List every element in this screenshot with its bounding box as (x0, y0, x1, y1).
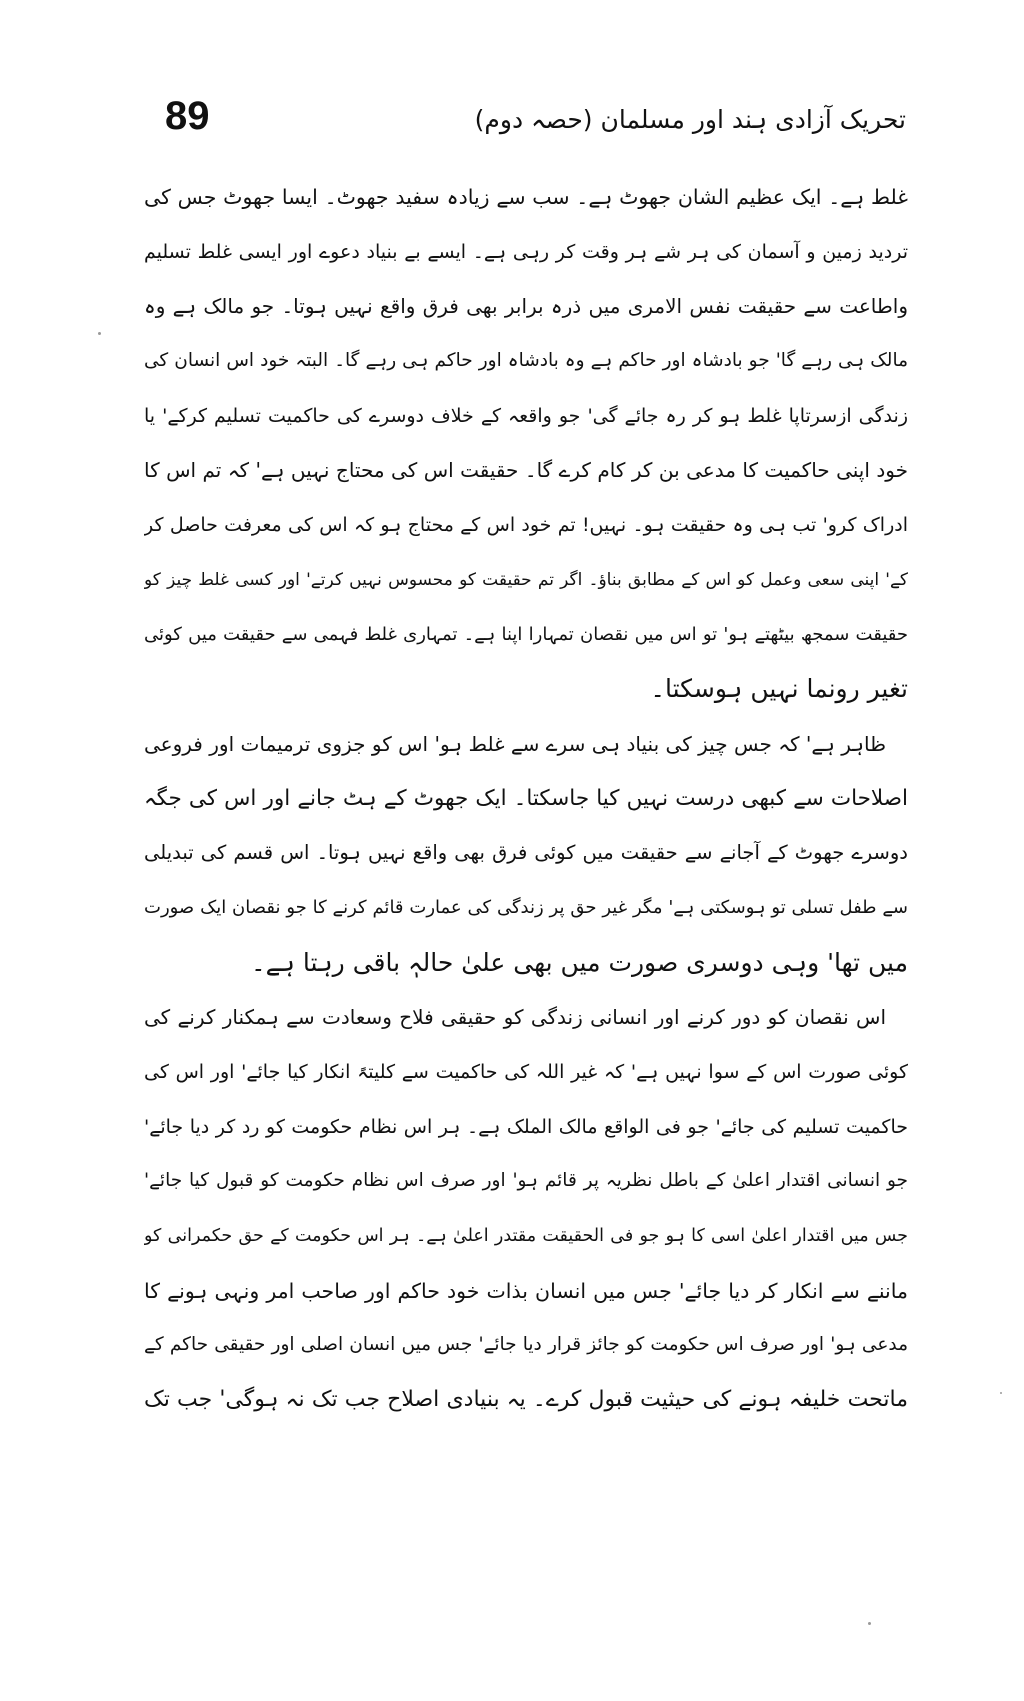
text-line: کوئی صورت اس کے سوا نہیں ہے' کہ غیر اللہ کی حاکمیت سے کلیتہً انکار کیا جائے' اور اس کی (144, 1061, 908, 1083)
text-line: میں تھا' وہی دوسری صورت میں بھی علیٰ حالہٖ باقی رہتا ہے۔ (250, 947, 908, 977)
text-line: مالک ہی رہے گا' جو بادشاہ اور حاکم ہے وہ بادشاہ اور حاکم ہی رہے گا۔ البتہ خود اس انسان کی (144, 350, 908, 372)
text-line: جو انسانی اقتدار اعلیٰ کے باطل نظریہ پر قائم ہو' اور صرف اس نظام حکومت کو قبول کیا جائے' (144, 1170, 908, 1192)
text-line: ماتحت خلیفہ ہونے کی حیثیت قبول کرے۔ یہ بنیادی اصلاح جب تک نہ ہوگی' جب تک (144, 1387, 908, 1413)
page-number: 89 (165, 94, 210, 138)
text-line: سے طفل تسلی تو ہوسکتی ہے' مگر غیر حق پر زندگی کی عمارت قائم کرنے کا جو نقصان ایک صورت (144, 896, 908, 918)
text-line: ادراک کرو' تب ہی وہ حقیقت ہو۔ نہیں! تم خود اس کے محتاج ہو کہ اس کی معرفت حاصل کر (144, 514, 908, 537)
text-line: غلط ہے۔ ایک عظیم الشان جھوٹ ہے۔ سب سے زیادہ سفید جھوٹ۔ ایسا جھوٹ جس کی (144, 185, 908, 209)
text-line: دوسرے جھوٹ کے آجانے سے حقیقت میں کوئی فرق بھی واقع نہیں ہوتا۔ اس قسم کی تبدیلی (144, 841, 908, 865)
paragraph-1 (144, 170, 908, 717)
text-line: حقیقت سمجھ بیٹھتے ہو' تو اس میں نقصان تمہارا اپنا ہے۔ تمہاری غلط فہمی سے حقیقت میں کوئی (144, 623, 908, 645)
text-line: کے' اپنی سعی وعمل کو اس کے مطابق بناؤ۔ اگر تم حقیقت کو محسوس نہیں کرتے' اور کسی غلط چیز کو (144, 569, 908, 590)
paragraph-3 (144, 990, 908, 1428)
scan-speck (1000, 1392, 1002, 1394)
text-line: واطاعت سے حقیقت نفس الامری میں ذرہ برابر بھی فرق واقع نہیں ہوتا۔ جو مالک ہے وہ (144, 294, 908, 319)
scan-speck (98, 332, 101, 335)
running-header-title: تحریک آزادی ہند اور مسلمان (حصہ دوم) (474, 105, 906, 134)
text-line: اس نقصان کو دور کرنے اور انسانی زندگی کو حقیقی فلاح وسعادت سے ہمکنار کرنے کی (144, 1005, 886, 1030)
text-line: خود اپنی حاکمیت کا مدعی بن کر کام کرے گا۔ حقیقت اس کی محتاج نہیں ہے' کہ تم اس کا (144, 458, 908, 483)
text-line: ماننے سے انکار کر دیا جائے' جس میں انسان بذات خود حاکم اور صاحب امر ونہی ہونے کا (144, 1278, 908, 1303)
text-line: تردید زمین و آسمان کی ہر شے ہر وقت کر رہی ہے۔ ایسے بے بنیاد دعوے اور ایسی غلط تسلیم (144, 240, 908, 263)
text-line: ظاہر ہے' کہ جس چیز کی بنیاد ہی سرے سے غلط ہو' اس کو جزوی ترمیمات اور فروعی (144, 731, 886, 756)
text-line: مدعی ہو' اور صرف اس حکومت کو جائز قرار دیا جائے' جس میں انسان اصلی اور حقیقی حاکم کے (144, 1334, 908, 1356)
text-line: حاکمیت تسلیم کی جائے' جو فی الواقع مالک الملک ہے۔ ہر اس نظام حکومت کو رد کر دیا جائے' (144, 1115, 908, 1138)
scan-speck (868, 1622, 871, 1625)
text-line: جس میں اقتدار اعلیٰ اسی کا ہو جو فی الحقیقت مقتدر اعلیٰ ہے۔ ہر اس حکومت کے حق حکمرانی کو (144, 1226, 908, 1247)
text-line: زندگی ازسرتاپا غلط ہو کر رہ جائے گی' جو واقعہ کے خلاف دوسرے کی حاکمیت تسلیم کرکے' یا (144, 404, 908, 427)
body-text (144, 170, 908, 1428)
paragraph-2 (144, 717, 908, 990)
text-line: اصلاحات سے کبھی درست نہیں کیا جاسکتا۔ ایک جھوٹ کے ہٹ جانے اور اس کی جگہ (144, 785, 908, 811)
text-line: تغیر رونما نہیں ہوسکتا۔ (650, 674, 908, 704)
